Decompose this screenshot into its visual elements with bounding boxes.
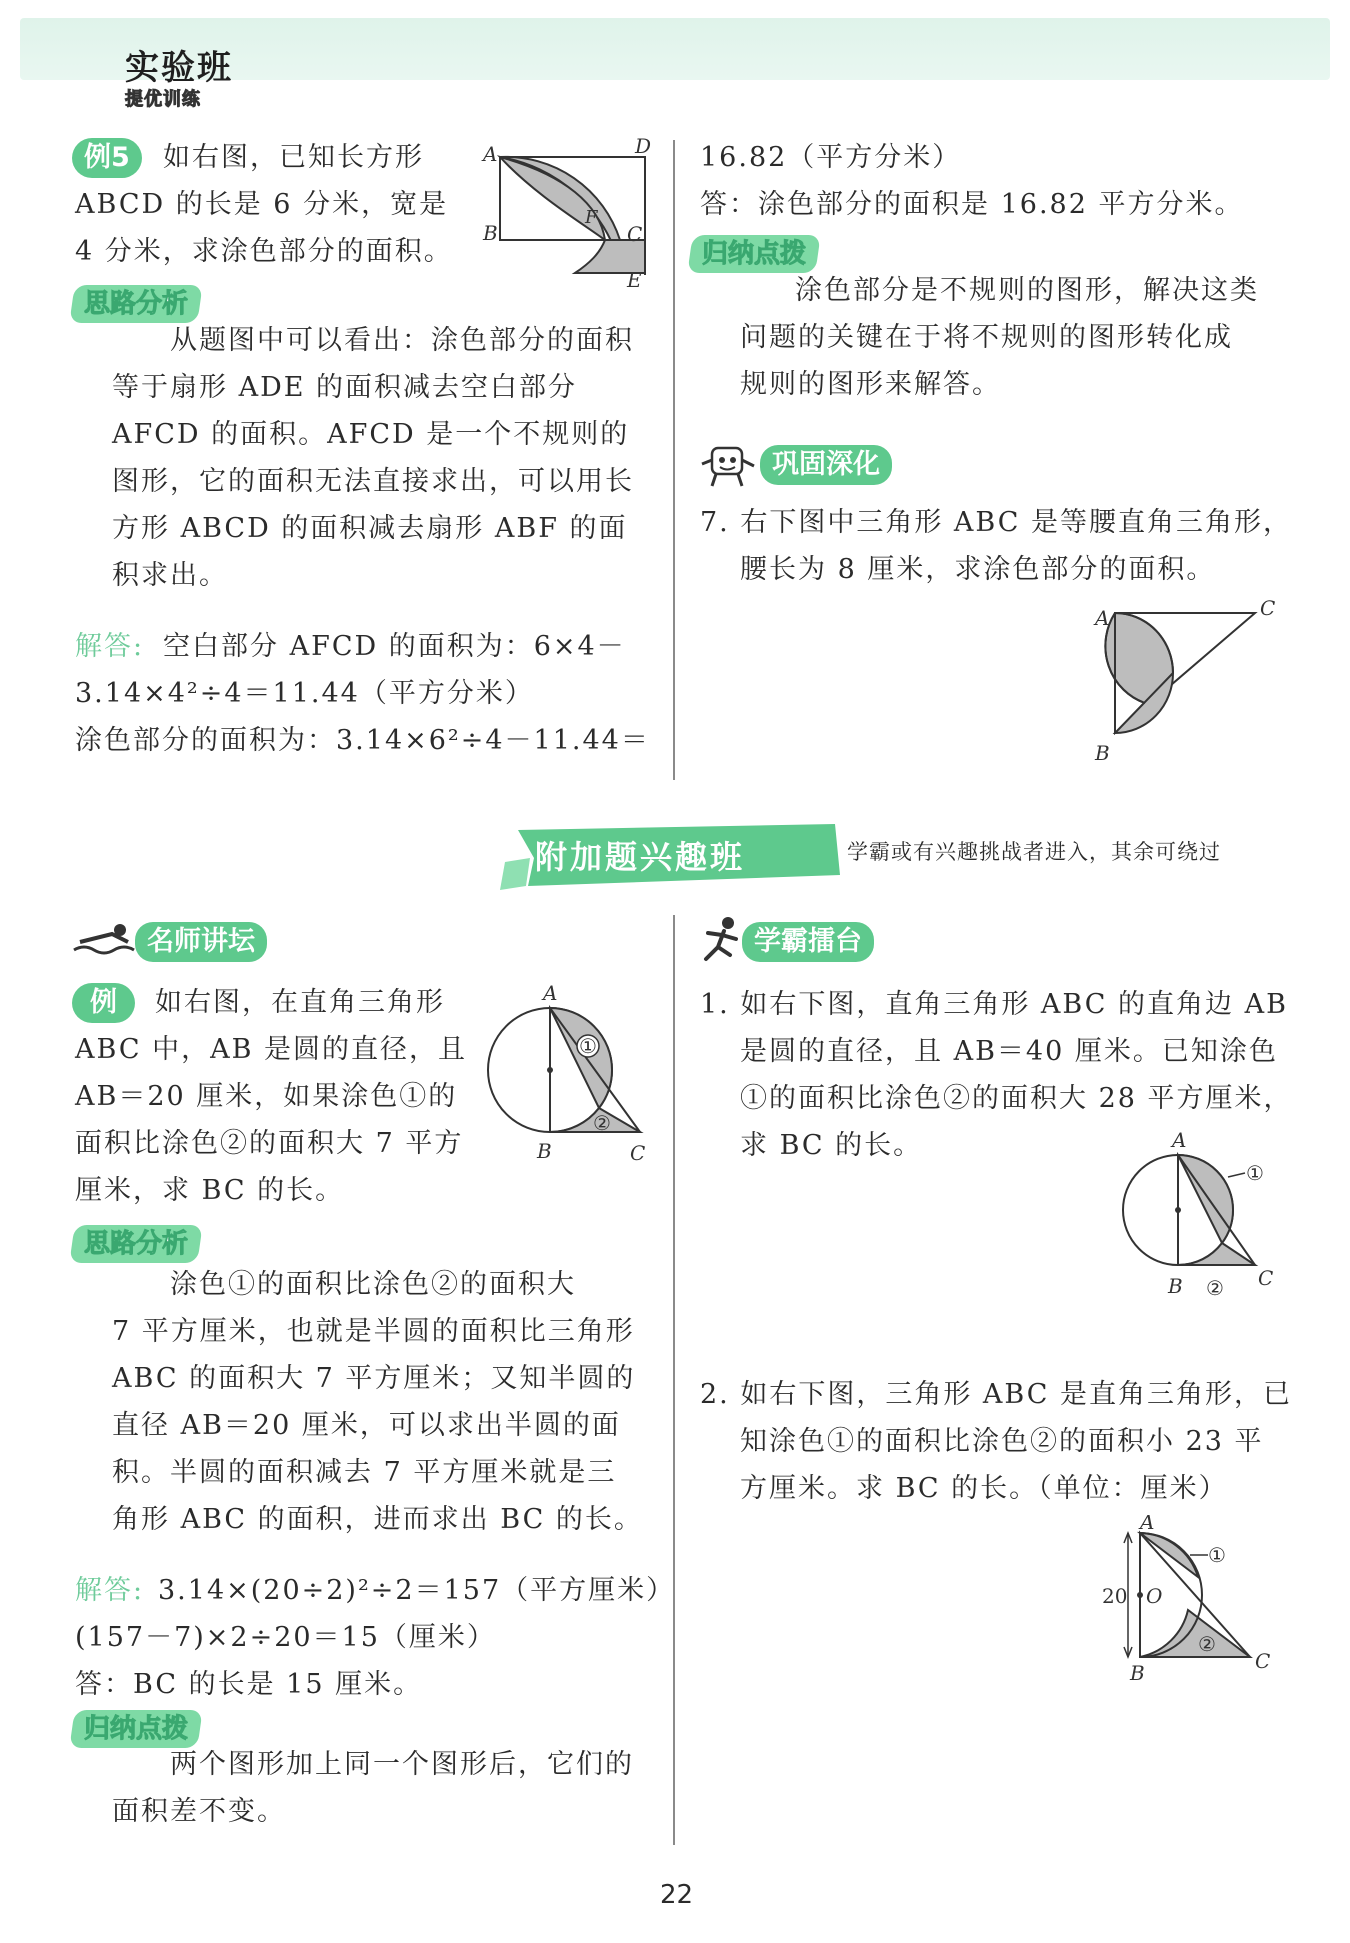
problem-line-3: 4 分米，求涂色部分的面积。 [75, 236, 453, 267]
fig-label-b: B [483, 221, 498, 245]
example-tag: 例 [72, 983, 135, 1023]
summary-tag-2: 归纳点拨 [69, 1710, 202, 1748]
example-line-5: 厘米，求 BC 的长。 [75, 1175, 345, 1206]
fig-label-b: B [1130, 1661, 1145, 1685]
practice-tag: 巩固深化 [760, 445, 892, 485]
problem-line-2: ABCD 的长是 6 分米，宽是 [75, 189, 449, 220]
summary-line-3: 规则的图形来解答。 [740, 369, 1001, 400]
analysis-line-3: AFCD 的面积。AFCD 是一个不规则的 [112, 419, 630, 450]
fig-label-a: A [483, 142, 498, 166]
answer-label-2: 解答: [75, 1575, 145, 1606]
fig-label-d: D [635, 135, 652, 158]
continued-line-1: 16.82（平方分米） [700, 142, 962, 173]
fig-label-b: B [1095, 741, 1110, 765]
fig-label-c: C [630, 1141, 646, 1165]
page-number: 22 [660, 1880, 694, 1910]
column-divider-bottom [673, 915, 675, 1845]
answer-line-3: 涂色部分的面积为：3.14×6²÷4－11.44＝ [75, 725, 650, 756]
circle-triangle-figure [475, 980, 660, 1165]
fig-label-a: A [1095, 606, 1110, 630]
analysis-line-5: 方形 ABCD 的面积减去扇形 ABF 的面 [112, 513, 628, 544]
fig-label-b: B [537, 1139, 552, 1163]
answer-line-2: 3.14×4²÷4＝11.44（平方分米） [75, 678, 534, 709]
fig-label-b: B [1168, 1274, 1183, 1298]
summary-tag-1: 归纳点拨 [687, 235, 820, 273]
summary2-line-1: 两个图形加上同一个图形后，它们的 [170, 1749, 634, 1780]
q2-line-1: 2. 如右下图，三角形 ABC 是直角三角形，已 [700, 1379, 1293, 1410]
analysis2-line-1: 涂色①的面积比涂色②的面积大 [170, 1269, 576, 1300]
analysis-tag-1: 思路分析 [69, 285, 202, 323]
q2-semicircle-triangle-figure [1100, 1515, 1290, 1695]
answer-line-1: 空白部分 AFCD 的面积为：6×4－ [163, 631, 626, 662]
answer2-line-3: 答：BC 的长是 15 厘米。 [75, 1669, 423, 1700]
analysis2-line-5: 积。半圆的面积减去 7 平方厘米就是三 [112, 1457, 617, 1488]
q1-line-4: 求 BC 的长。 [740, 1130, 923, 1161]
example-line-2: ABC 中，AB 是圆的直径，且 [75, 1034, 468, 1065]
continued-line-2: 答：涂色部分的面积是 16.82 平方分米。 [700, 189, 1244, 220]
answer2-line-1: 3.14×(20÷2)²÷2＝157（平方厘米） [158, 1575, 676, 1606]
fig-label-f: F [585, 207, 598, 228]
region-1-label: ① [579, 1034, 597, 1058]
summary-line-1: 涂色部分是不规则的图形，解决这类 [795, 275, 1259, 306]
q2-line-2: 知涂色①的面积比涂色②的面积小 23 平 [740, 1426, 1264, 1457]
q1-line-1: 1. 如右下图，直角三角形 ABC 的直角边 AB [700, 989, 1288, 1020]
example-5-tag: 例5 [72, 138, 142, 178]
answer-label-1: 解答: [75, 631, 145, 662]
fig-label-a: A [1140, 1515, 1155, 1534]
robot-icon [698, 440, 758, 490]
example-line-1: 如右图，在直角三角形 [155, 987, 445, 1018]
region-2-label: ② [1206, 1276, 1224, 1300]
analysis2-line-3: ABC 的面积大 7 平方厘米；又知半圆的 [112, 1363, 636, 1394]
teacher-forum-tag: 名师讲坛 [135, 922, 267, 962]
brand-subtitle: 提优训练 [125, 89, 201, 110]
fig-label-c: C [627, 222, 643, 246]
region-2-label: ② [593, 1111, 611, 1135]
q1-line-3: ①的面积比涂色②的面积大 28 平方厘米， [740, 1083, 1293, 1114]
example-line-4: 面积比涂色②的面积大 7 平方 [75, 1128, 464, 1159]
rectangle-sector-figure [475, 135, 655, 295]
analysis2-line-2: 7 平方厘米，也就是半圆的面积比三角形 [112, 1316, 635, 1347]
banner-title: 附加题兴趣班 [535, 838, 746, 876]
swimmer-icon [72, 920, 142, 960]
q1-circle-triangle-figure [1110, 1125, 1290, 1305]
banner-note: 学霸或有兴趣挑战者进入，其余可绕过 [847, 840, 1221, 864]
isosceles-triangle-figure [1085, 595, 1285, 775]
analysis-line-4: 图形，它的面积无法直接求出，可以用长 [112, 466, 634, 497]
runner-icon [698, 915, 746, 965]
center-label: O [1146, 1584, 1163, 1608]
example-line-3: AB＝20 厘米，如果涂色①的 [75, 1081, 458, 1112]
analysis2-line-6: 角形 ABC 的面积，进而求出 BC 的长。 [112, 1504, 643, 1535]
region-1-label: ① [1246, 1161, 1264, 1185]
summary2-line-2: 面积差不变。 [112, 1796, 286, 1827]
top-student-tag: 学霸擂台 [742, 922, 874, 962]
analysis-tag-2: 思路分析 [69, 1225, 202, 1263]
summary-line-2: 问题的关键在于将不规则的图形转化成 [740, 322, 1233, 353]
q7-line-2: 腰长为 8 厘米，求涂色部分的面积。 [740, 554, 1216, 585]
fig-label-c: C [1255, 1649, 1271, 1673]
brand-logo [125, 40, 233, 111]
column-divider-top [673, 140, 675, 780]
analysis-line-1: 从题图中可以看出：涂色部分的面积 [170, 325, 634, 356]
fig-label-a: A [543, 981, 558, 1005]
region-1-label: ① [1208, 1543, 1226, 1567]
fig-label-e: E [627, 268, 642, 292]
fig-label-c: C [1258, 1266, 1274, 1290]
q7-line-1: 7. 右下图中三角形 ABC 是等腰直角三角形， [700, 507, 1293, 538]
fig-label-a: A [1172, 1128, 1187, 1152]
analysis2-line-4: 直径 AB＝20 厘米，可以求出半圆的面 [112, 1410, 621, 1441]
fig-label-c: C [1260, 596, 1276, 620]
answer2-line-2: (157－7)×2÷20＝15（厘米） [75, 1622, 496, 1653]
q2-line-3: 方厘米。求 BC 的长。（单位：厘米） [740, 1473, 1228, 1504]
region-2-label: ② [1198, 1632, 1216, 1656]
problem-line-1: 如右图，已知长方形 [163, 142, 424, 173]
q1-line-2: 是圆的直径，且 AB＝40 厘米。已知涂色 [740, 1036, 1278, 1067]
brand-title: 实验班 [125, 48, 233, 88]
analysis-line-6: 积求出。 [112, 560, 228, 591]
analysis-line-2: 等于扇形 ADE 的面积减去空白部分 [112, 372, 578, 403]
diameter-label: 20 [1102, 1584, 1128, 1608]
